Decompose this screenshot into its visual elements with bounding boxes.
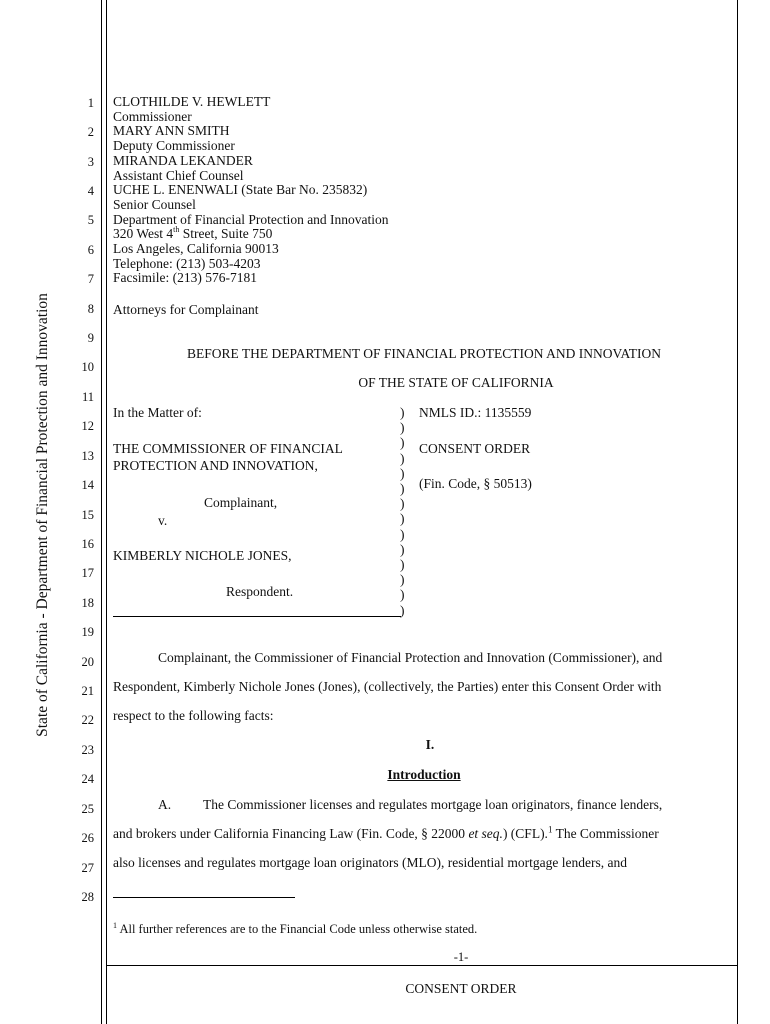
line-number: 2 [87,125,94,139]
page-number: -1- [453,950,469,964]
address-text: 320 West 4 [113,226,174,242]
header-line: Deputy Commissioner [113,138,235,154]
respondent-name: KIMBERLY NICHOLE JONES, [113,548,292,563]
nmls-id: NMLS ID.: 1135559 [419,405,532,420]
line-number: 14 [81,478,94,492]
footer-title: CONSENT ORDER [405,981,517,996]
commissioner-line-2: PROTECTION AND INNOVATION, [113,458,318,473]
line-number: 12 [81,419,94,433]
before-line-2: OF THE STATE OF CALIFORNIA [358,375,554,390]
line-number: 3 [87,155,94,169]
line-number: 1 [87,96,94,110]
line-number: 5 [87,213,94,227]
line-number: 6 [87,243,94,257]
attorneys-for: Attorneys for Complainant [113,302,259,317]
line-number: 20 [81,655,94,669]
header-line: Los Angeles, California 90013 [113,241,279,257]
document-title: CONSENT ORDER [419,441,531,456]
footnote-separator [113,897,295,898]
caption-parens: ) ) ) ) ) ) ) ) ) ) ) ) ) ) [400,405,405,618]
header-line: Department of Financial Protection and Innovation [113,211,389,227]
header-line: UCHE L. ENENWALI (State Bar No. 235832) [113,182,368,198]
left-margin-rule-outer [101,0,102,1024]
line-number: 19 [81,625,94,639]
address-text: Street, Suite 750 [179,226,273,242]
line-number: 22 [81,713,94,727]
line-number: 18 [81,596,94,610]
header-line: MARY ANN SMITH [113,123,230,139]
header-line [113,224,389,242]
header-line: Senior Counsel [113,196,196,212]
line-number: 9 [87,331,94,345]
complainant-label: Complainant, [204,495,278,510]
intro-line: respect to the following facts: [113,708,274,723]
footnote-text: All further references are to the Financial Code unless otherwise stated. [119,922,478,936]
header-line: Commissioner [113,108,192,124]
footer-rule [106,965,737,966]
caption-underline [113,616,401,617]
line-number: 7 [87,272,94,286]
right-margin-rule [737,0,738,1024]
respondent-label: Respondent. [226,584,294,599]
line-number: 24 [81,772,94,786]
italic-text: et seq. [468,826,503,841]
footnote-reference: 1 [547,824,553,835]
line-number: 27 [81,861,94,875]
para-text: ) (CFL). [502,826,548,841]
header-line: CLOTHILDE V. HEWLETT [113,94,271,109]
line-number: 11 [81,390,94,404]
left-margin-rule-inner [106,0,107,1024]
line-number: 13 [81,449,94,463]
statute-cite: (Fin. Code, § 50513) [419,476,532,491]
header-line: Assistant Chief Counsel [113,167,244,183]
in-the-matter: In the Matter of: [113,405,202,420]
side-label: State of California - Department of Financial Protection and Innovation [34,293,51,737]
header-line: Facsimile: (213) 576-7181 [113,270,257,286]
footnote [113,922,477,937]
line-number: 10 [81,360,94,374]
header-line: Telephone: (213) 503-4203 [113,255,261,271]
footnote-mark: 1 [113,920,117,930]
header-line: MIRANDA LEKANDER [113,152,253,168]
commissioner-line-1: THE COMMISSIONER OF FINANCIAL [113,441,343,456]
line-number: 15 [81,508,94,522]
line-number: 17 [81,566,94,580]
ordinal-suffix: th [173,224,180,234]
para-a-line: also licenses and regulates mortgage loan originators (MLO), residential mortgage lenders, and [113,855,627,870]
line-number: 28 [81,890,94,904]
intro-line: Complainant, the Commissioner of Financial Protection and Innovation (Commissioner), and [158,650,663,665]
intro-line: Respondent, Kimberly Nichole Jones (Jones), (collectively, the Parties) enter this Consent Order with [113,679,662,694]
section-title: Introduction [387,767,461,782]
line-number: 8 [87,302,94,316]
header-block [113,95,389,286]
para-text: and brokers under California Financing Law (Fin. Code, § 22000 [113,826,469,841]
para-a-line: The Commissioner licenses and regulates mortgage loan originators, finance lenders, [203,797,663,812]
line-number: 25 [81,802,94,816]
para-text: The Commissioner [552,826,659,841]
line-number: 4 [87,184,94,198]
para-a-label: A. [158,797,172,812]
versus: v. [158,513,168,528]
line-number: 21 [81,684,94,698]
para-a-line [113,826,659,841]
line-number: 16 [81,537,94,551]
before-line-1: BEFORE THE DEPARTMENT OF FINANCIAL PROTECTION AND INNOVATION [186,346,662,361]
line-number: 26 [81,831,94,845]
section-number: I. [425,737,435,752]
line-number: 23 [81,743,94,757]
